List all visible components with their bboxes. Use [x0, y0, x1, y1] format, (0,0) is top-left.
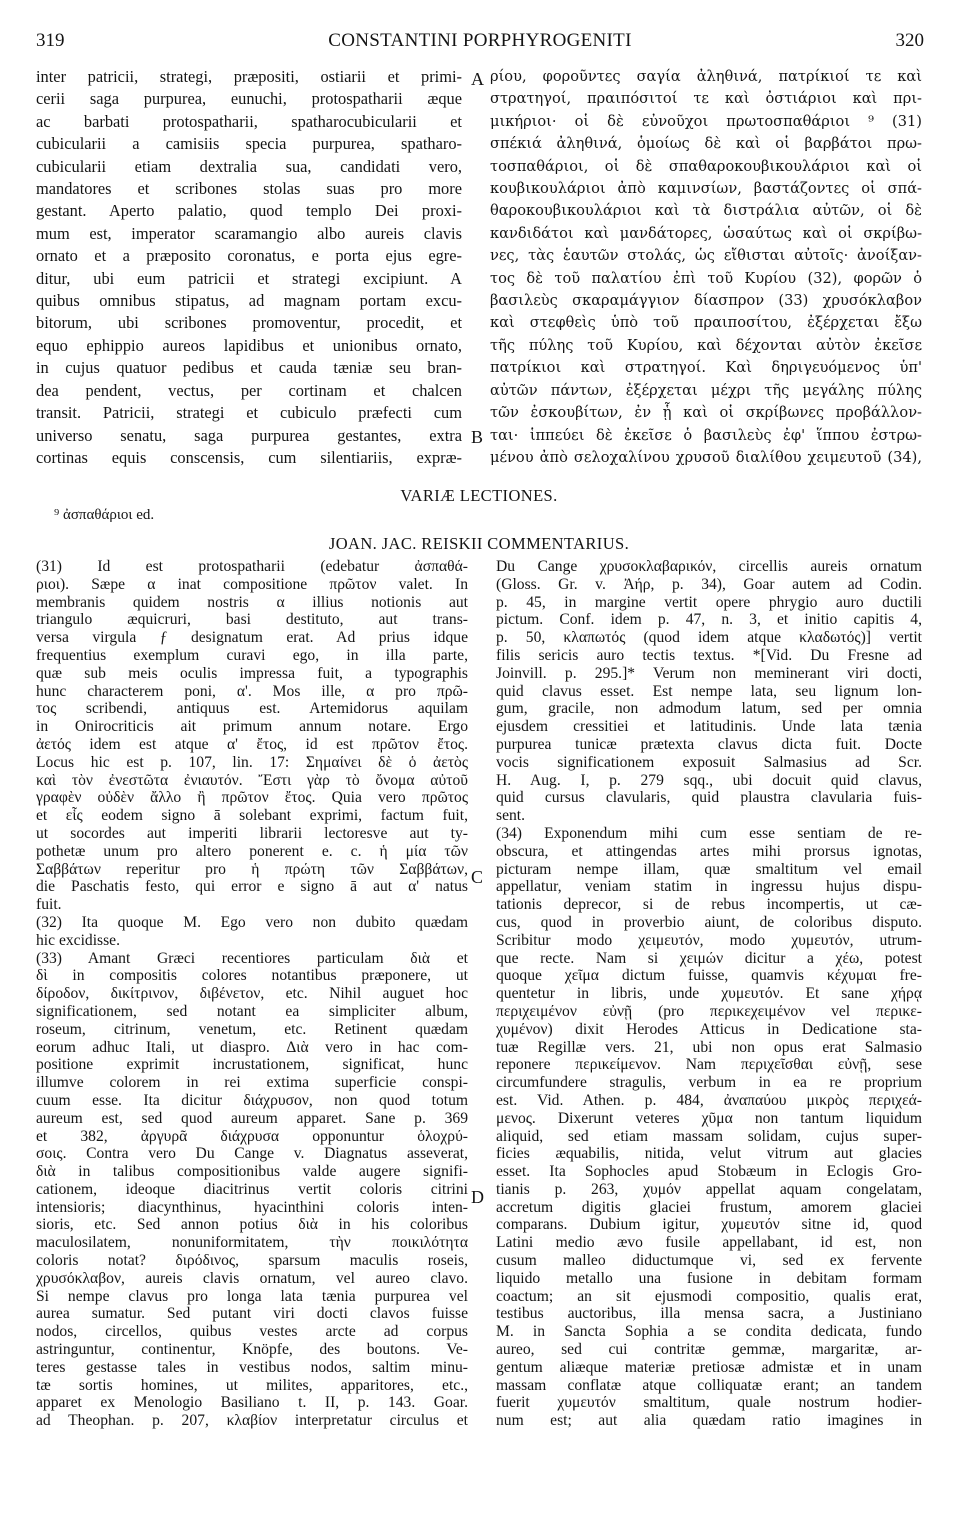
commentary-line: triangulo æquicruri, basi destituto, aut trans- [36, 611, 468, 629]
greek-line: τῆς πύλης τοῦ Κυρίου, καὶ δέχονται αὐτὸν ἐκεῖσε [490, 336, 922, 354]
variant-footnote: ⁹ ἀσπαθάριοι ed. [54, 507, 155, 523]
commentary-line: tianis p. 263, χυμόν appellat aquam congelatam, [496, 1180, 922, 1198]
commentary-line: sent. [496, 807, 526, 825]
commentary-line: die Paschatis festo, qui error e signo ā aut α' natus [36, 878, 468, 896]
commentary-line: roseum, citrinum, venetum, etc. Retinent quædam [36, 1020, 468, 1038]
commentary-heading: JOAN. JAC. REISKII COMMENTARIUS. [328, 534, 630, 553]
commentary-line: M. in Sancta Sophia a se condita dedicata, fundo [496, 1323, 922, 1341]
commentary-line: filis sericis auro tectis textus. *[Vid. Du Fresne ad [496, 646, 922, 664]
commentary-line: tationis deprecor, si de rebus incompertis, ut cæ- [496, 896, 922, 914]
latin-line: cubicularii etiam dextralia sua, candidati vero, [36, 156, 462, 176]
greek-line: θαροκουβικουλάριοι καὶ τὰ διστράλια αὐτῶν, οἱ δὲ [490, 202, 922, 220]
commentary-line: (34) Exponendum mihi cum esse sentiam de re- [496, 824, 922, 842]
commentary-line: coactum; an sit ejusmodi compositio, qualis erat, [496, 1287, 922, 1305]
commentary-line: apparet ex Menologio Basiliano t. II, p. 143. Goar. [36, 1394, 468, 1412]
greek-line: αὐτῶν πάντων, ἐξέρχεται μέχρι τῆς μεγάλης πύλης [490, 381, 922, 399]
running-title: CONSTANTINI PORPHYROGENITI [328, 30, 632, 51]
greek-line: σπέκιά ἀληθινά, ὁμοίως δὲ καὶ οἱ βαρβάτοι πρω- [490, 135, 922, 153]
commentary-line: hic excidisse. [36, 931, 121, 949]
variae-lectiones-heading: VARIÆ LECTIONES. [400, 486, 558, 505]
commentary-line: cuum esse. Ita dicitur διάχρυσον, non quod totum [36, 1091, 468, 1109]
commentary-line: (33) Amant Græci recentiores particulam διὰ et [36, 949, 468, 967]
commentary-line: χυμένον) dixit Herodes Atticus in Dedicatione sta- [496, 1020, 922, 1038]
commentary-right-column [496, 558, 922, 1430]
commentary-line: esset. Ita Sophocles apud Stobæum in Eclogis Gro- [496, 1163, 922, 1181]
margin-letter-c: C [471, 867, 484, 887]
commentary-line: διὰ in talibus compositionibus valde augere signifi- [36, 1163, 468, 1181]
commentary-line: eorum adhuc Itali, ut diaspro. Διὰ vero in hac com- [36, 1038, 468, 1056]
latin-line: inter patricii, strategi, præpositi, ostiarii et primi- [36, 67, 462, 86]
commentary-line: fuit. [36, 896, 62, 914]
commentary-line: reponere περικείμενον. Nam περιχεῖσθαι εὐνῇ, sese [496, 1056, 922, 1074]
greek-line: μένου ἀπὸ σελοχαλίνου χρυσοῦ διαλίθου χειμευτοῦ (34), [490, 448, 922, 466]
commentary-line: est. Vid. Athen. p. 484, ἀναπαύου μικρὸς περιχεά- [496, 1091, 922, 1109]
latin-line: cerii saga purpurea, eunuchi, protospatharii æque [36, 89, 462, 109]
commentary-line: cusum malleo diductumque vi, sed ex fervente [496, 1252, 922, 1270]
latin-line: mandatores et scribones stolas suas pro more [36, 179, 462, 199]
commentary-left-column [36, 558, 468, 1430]
commentary-line: testibus auctoribus, illa mensa sacra, a Justiniano [496, 1305, 922, 1323]
commentary-line: p. 50, κλαπωτός (quod idem atque κλαδωτός)] vertit [496, 629, 922, 647]
latin-line: ornato et a præposito coronatus, e porta ejus egre- [36, 246, 462, 266]
commentary-line: H. Aug. I, p. 279 sqq., ubi docuit quid clavus, [496, 771, 922, 789]
commentary-line: massam conflatæ atque colliquatæ erant; an tandem [496, 1376, 922, 1394]
commentary-line: (Gloss. Gr. v. Ἀήρ, p. 34), Goar autem ad Codin. [496, 575, 922, 593]
commentary-line: ἀετός idem est atque α' ἔτος, id est πρῶτον ἔτος. [36, 735, 468, 753]
commentary-line: quæ sub meis oculis impressa fuit, a typographis [36, 664, 468, 682]
latin-line: cubicularii a camisiis specia purpurea, spatharo- [36, 134, 462, 154]
greek-line: στρατηγοί, πραιπόσιτοί τε καὶ ὀστιάριοι καὶ πρι- [490, 90, 922, 108]
running-header [36, 30, 924, 56]
greek-line: κουβικουλάριοι ἀπὸ καμινσίων, βαστάζοντες οἱ σπά- [490, 180, 922, 198]
greek-line: ται· ἱππεύει δὲ ἐκεῖσε ὁ βασιλεὺς ἐφ' ἵππου ἐστρω- [490, 426, 922, 444]
commentary-line: Joinvill. p. 295.]* Verum non meminerant viri docti, [496, 664, 922, 682]
commentary-line: et εἷς eodem signo ā solebant exprimi, factum fuit, [36, 807, 468, 825]
commentary-line: γραφὲν οὐδὲν ἄλλο ἢ πρῶτον ἔτος. Quia vero πρῶτος [36, 789, 468, 807]
commentary-line: in Onirocriticis ait primum annum notare. Ergo [36, 718, 468, 736]
commentary-line: intensioris; diacynthinus, hyacinthini coloris inten- [36, 1198, 468, 1216]
commentary-line: vocis significationem exposuit Salmasius ad Scr. [496, 753, 922, 771]
latin-line: universo senatu, saga purpurea gestantes, extra [36, 425, 462, 445]
commentary-line: pothetæ unum pro altero ponerent e. c. ἡ μία τῶν [36, 842, 468, 860]
commentary-line: sioris, etc. Sed annon potius διὰ in his coloribus [36, 1216, 468, 1234]
commentary-line: picturam nempe illam, quæ smaltitum vel email [496, 860, 922, 878]
commentary-line: frequentius exemplum curavi ego, in illa parte, [36, 646, 468, 664]
commentary-line: σοις. Contra vero Du Cange v. Diagnatus asseverat, [36, 1145, 468, 1163]
commentary-line: quid clavus esset. Est nempe lata, seu lignum lon- [496, 682, 922, 700]
commentary-line: quid cursus clavularis, quid plaustra clavularia fuis- [496, 789, 922, 807]
commentary-line: Scribitur modo χειμευτόν, modo χυμευτόν, utrum- [496, 931, 922, 949]
commentary-line: ejusdem cressitiei et latitudinis. Unde lata tænia [496, 718, 922, 736]
commentary-line: p. 45, in margine vertit opere phrygio auro ductili [496, 593, 922, 611]
commentary-line: accretum digitis glaciei frustum, amorem glaciei [496, 1198, 922, 1216]
commentary-line: Du Cange χρυσοκλαβαρικόν, circellis aureis ornatum [496, 558, 922, 575]
commentary-line: aliquid, sed etiam massam solidam, cujus super- [496, 1127, 922, 1145]
commentary-line: comparans. Dubium igitur, χυμευτόν sitne id, quod [496, 1216, 922, 1234]
latin-line: ac barbati protospatharii, spatharocubicularii et [36, 111, 462, 131]
commentary-line: cus, quod in proverbio aiunt, de coloribus disputo. [496, 913, 922, 931]
commentary-line: Latini medio ævo fusile appellabant, id est, non [496, 1234, 922, 1252]
greek-text-column [490, 66, 922, 469]
greek-line: ρίου, φοροῦντες σαγία ἀληθινά, πατρίκιοί τε καὶ [490, 68, 922, 85]
latin-line: cortinas equis conscensis, cum silentiariis, expræ- [36, 447, 462, 467]
commentary-line: δίροδον, δικίτρινον, διβένετον, etc. Nihil auguet hoc [36, 985, 468, 1003]
commentary-line: aureum est, sed quod aureum apparet. Sane p. 369 [36, 1109, 468, 1127]
commentary-line: teres gestasse tales in vestibus nodos, saltim minu- [36, 1358, 468, 1376]
commentary-line: et 382, ἀργυρᾶ διάχρυσα opponuntur ὁλοχρύ- [36, 1127, 468, 1145]
commentary-line: versa virgula ƒ designatum erat. Ad prius idque [36, 629, 468, 647]
commentary-line: gentum aliæque materiæ pretiosæ admistæ et in unam [496, 1358, 922, 1376]
latin-line: quibus omnibus stipatus, ad magnam portam excu- [36, 291, 462, 311]
latin-text-column [36, 66, 462, 469]
commentary-line: num est; aut alia quædam ratio imagines in [496, 1412, 922, 1430]
commentary-line: obscura, et attingendas artes mihi prorsus ignotas, [496, 842, 922, 860]
commentary-line: Si nempe clavus pro longa lata tænia purpurea vel [36, 1287, 468, 1305]
commentary-line: ut socordes aut imperiti librarii lectoresve aut ty- [36, 824, 468, 842]
commentary-line: (32) Ita quoque M. Ego vero non dubito quædam [36, 913, 468, 931]
commentary-line: περιχειμένον εὐνῇ (pro περικεχειμένον vel περικε- [496, 1002, 922, 1020]
commentary-line: que recte. Nam si χειμών dicitur a χέω, potest [496, 949, 922, 967]
commentary-line: gum, gracile, non admodum latum, sed per omnia [496, 700, 922, 718]
greek-line: καὶ στεφθεὶς ὑπὸ τοῦ πραιποσίτου, ἐξέρχεται ἔξω [490, 314, 922, 332]
commentary-line: Σαββάτων reperitur pro ἡ πρώτη τῶν Σαββάτων, [36, 860, 468, 878]
greek-line: τῶν ἐσκουβίτων, ἐν ᾗ καὶ οἱ σκρίβωνες προβάλλον- [490, 404, 922, 422]
commentary-line: appellatur, veniam statim in ingressu hujus dispu- [496, 878, 922, 896]
commentary-line: χρυσόκλαβον, aureis clavis ornatum, vel aureo clavo. [36, 1269, 468, 1287]
page-number-right: 320 [895, 30, 924, 51]
commentary-line: tuæ Regillæ vers. 21, ubi non opus erat Salmasio [496, 1038, 922, 1056]
commentary-line: ad Theophan. p. 207, κλαβίον interpretatur circulus et [36, 1412, 468, 1430]
latin-line: transit. Patricii, strategi et cubiculo præfecti cum [36, 403, 462, 423]
commentary-line: tæ sortis homines, ut milites, apparitores, etc., [36, 1376, 468, 1394]
commentary-line: aurea sumatur. Sed putant viri docti clavos fuisse [36, 1305, 468, 1323]
commentary-line: δὶ in compositis colores notantibus præponere, ut [36, 967, 468, 985]
commentary-line: quentetur in libris, unde χυμευτόν. Et sane χήρᾳ [496, 985, 922, 1003]
margin-letter-b: B [471, 427, 484, 447]
commentary-line: fuerit χυμευτόν smaltitum, quale nostrum hodier- [496, 1394, 922, 1412]
commentary-line: purpurea tunicæ prætexta clavus dicta fuit. Docte [496, 735, 922, 753]
commentary-line: ficies æquabilis, nitida, velut vitrum aut glacies [496, 1145, 922, 1163]
greek-line: βασιλεὺς σκαραμάγγιον δίασπρον (33) χρυσόκλαβον [490, 292, 922, 310]
commentary-line: μενος. Dixerunt veteres χῦμα non tantum liquidum [496, 1109, 922, 1127]
latin-line: dea pendent, vectus, per cortinam et chalcen [36, 380, 462, 400]
commentary-line: (31) Id est protospatharii (edebatur ἀσπαθά- [36, 558, 468, 575]
greek-line: μικήριοι· οἱ δὲ εὐνοῦχοι πρωτοσπαθάριοι ⁹ (31) [490, 112, 922, 130]
commentary-line: ριοι). Sæpe α inat compositione πρῶτον valet. In [36, 575, 468, 593]
greek-line: τοσπαθάριοι, οἱ δὲ σπαθαροκουβικουλάριοι καὶ οἱ [490, 157, 922, 175]
margin-letter-a: A [471, 69, 484, 89]
commentary-line: hunc characterem poni, α'. Mos ille, α pro πρῶ- [36, 682, 468, 700]
latin-line: gestant. Aperto palatio, quod templo Dei proxi- [36, 201, 462, 221]
greek-line: κανδιδάτοι καὶ μανδάτορες, ὡσαύτως καὶ οἱ σκρίβω- [490, 224, 922, 242]
commentary-line: membranis quidem nostris α illius notionis aut [36, 593, 468, 611]
commentary-line: καὶ τὸν ἐνεστῶτα ἐνιαυτόν. Ἔστι γὰρ τὸ ὄνομα αὐτοῦ [36, 771, 468, 789]
latin-line: bitorum, ubi scribones promoventur, procedit, et [36, 313, 462, 333]
commentary-line: Locus hic est p. 107, lin. 17: Σημαίνει δὲ ὁ ἀετὸς [36, 753, 468, 771]
commentary-line: astringuntur, continentur, Knöpfe, des boutons. Ve- [36, 1341, 468, 1359]
commentary-line: significationem, sed notant ea simpliciter album, [36, 1002, 468, 1020]
greek-line: τος δὲ τοῦ παλατίου ἐπὶ τοῦ Κυρίου (32), φορῶν ὁ [490, 269, 922, 287]
commentary-line: circumfundere stragulis, verbum in ea re proprium [496, 1074, 922, 1092]
commentary-line: illumve colorem in rei extima superficie conspi- [36, 1074, 468, 1092]
commentary-line: aureo, sed cui contritæ gemmæ, margaritæ, ar- [496, 1341, 922, 1359]
latin-line: mum est, imperator scaramangio albo aureis clavis [36, 223, 462, 243]
greek-line: πατρίκιοι καὶ στρατηγοί. Καὶ δηριγευόμενος ὑπ' [490, 359, 922, 377]
commentary-line: liquido metallo una fusione in debitam formam [496, 1269, 922, 1287]
commentary-line: coloris notat? διρόδινος, sparsum maculis roseis, [36, 1252, 468, 1270]
commentary-line: maculosilatem, nonuniformitatem, τὴν ποικιλότητα [36, 1234, 468, 1252]
latin-line: ditur, ubi eum patricii et strategi excipiunt. A [36, 268, 462, 288]
commentary-line: quoque χεῖμα dictum fuisse, quamvis κέχυμαι fre- [496, 967, 922, 985]
commentary-line: cationem, ideoque diacitrinus vertit coloris citrini [36, 1180, 468, 1198]
margin-letter-d: D [471, 1187, 484, 1207]
commentary-line: τος scribendi, antiquus est. Artemidorus aquilam [36, 700, 468, 718]
page-number-left: 319 [36, 30, 65, 51]
commentary-line: pictum. Conf. idem p. 47, n. 3, et initio capitis 4, [496, 611, 922, 629]
commentary-line: positione exprimit incrustationem, significat, hunc [36, 1056, 468, 1074]
latin-line: equo ephippio aureos lapidibus et unionibus ornato, [36, 335, 462, 355]
greek-line: νες, τὰς ἑαυτῶν στολάς, ὡς εἴθισται αὐτοῖς· ἀνοίξαν- [490, 247, 922, 265]
latin-line: in cujus quatuor pedibus et cauda tæniæ seu bran- [36, 358, 462, 378]
commentary-line: nodos, circellos, quibus vestes arcte ad corpus [36, 1323, 468, 1341]
